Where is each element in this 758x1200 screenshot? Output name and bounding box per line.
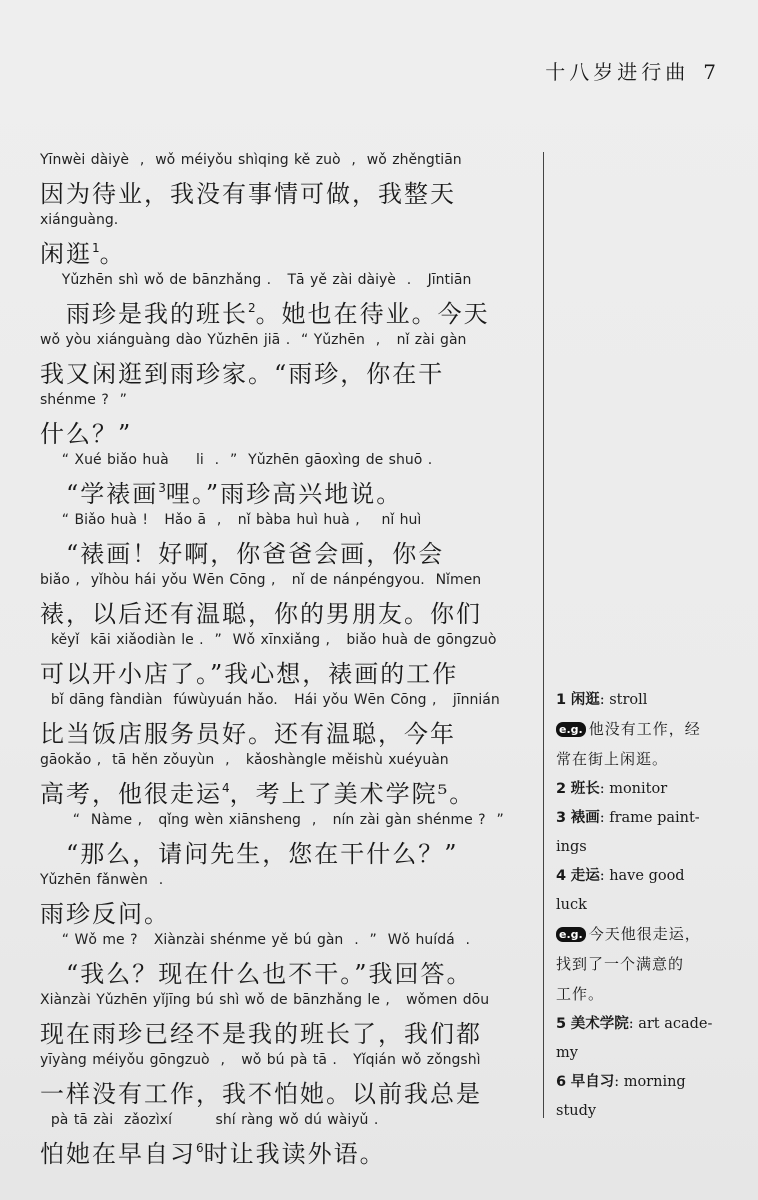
text-line bbox=[40, 572, 530, 632]
note-gloss: : art acade- bbox=[628, 1016, 713, 1032]
note-gloss: : monitor bbox=[599, 781, 668, 797]
hanzi-text: ，考上了美术学院⁵。 bbox=[229, 780, 476, 808]
note-text: 今天他很走运， bbox=[588, 925, 701, 943]
note-term: 闲逛 bbox=[570, 692, 600, 708]
text-line bbox=[40, 692, 530, 752]
note-line bbox=[556, 1068, 732, 1097]
hanzi-line bbox=[40, 594, 530, 629]
note-term: 早自习 bbox=[570, 1074, 615, 1090]
footnote-marker: 3 bbox=[158, 481, 166, 495]
note-line bbox=[556, 715, 732, 745]
pinyin-line: bǐ dāng fàndiàn fúwùyuán hǎo. Hái yǒu Wēn Cōng , jīnnián bbox=[40, 692, 500, 708]
text-line bbox=[40, 392, 530, 452]
hanzi-line bbox=[40, 894, 530, 929]
hanzi-text: “裱画！好啊，你爸爸会画，你会 bbox=[40, 540, 445, 568]
text-line bbox=[40, 332, 530, 392]
hanzi-text: 雨珍是我的班长 bbox=[40, 300, 248, 328]
note-term: 走运 bbox=[570, 868, 600, 884]
hanzi-text: 什么？” bbox=[40, 420, 133, 448]
note-line bbox=[556, 920, 732, 950]
pinyin-line: yīyàng méiyǒu gōngzuò , wǒ bú pà tā . Yǐqián wǒ zǒngshì bbox=[40, 1052, 481, 1068]
hanzi-text: 。 bbox=[99, 240, 126, 268]
hanzi-line bbox=[40, 1074, 530, 1109]
pinyin-line: Yǔzhēn shì wǒ de bānzhǎng . Tā yě zài dàiyè . Jīntiān bbox=[40, 272, 472, 288]
note-gloss: : stroll bbox=[599, 692, 648, 708]
note-line bbox=[556, 980, 732, 1010]
pinyin-line: “ Xué biǎo huà li . ” Yǔzhēn gāoxìng de shuō . bbox=[40, 452, 433, 468]
text-line bbox=[40, 272, 530, 332]
hanzi-line bbox=[40, 954, 530, 989]
footnote-marker: 2 bbox=[248, 301, 256, 315]
note-text: 他没有工作，经 bbox=[588, 720, 701, 738]
note-line bbox=[556, 833, 732, 862]
text-line bbox=[40, 1112, 530, 1172]
pinyin-line: xiánguàng. bbox=[40, 212, 119, 228]
text-line bbox=[40, 932, 530, 992]
hanzi-text: 因为待业，我没有事情可做，我整天 bbox=[40, 180, 456, 208]
hanzi-text: 怕她在早自习 bbox=[40, 1140, 196, 1168]
text-line bbox=[40, 872, 530, 932]
chapter-title: 十八岁进行曲 bbox=[545, 60, 690, 84]
pinyin-line: Yǔzhēn fǎnwèn . bbox=[40, 872, 164, 888]
hanzi-text: 裱，以后还有温聪，你的男朋友。你们 bbox=[40, 600, 482, 628]
hanzi-text: 闲逛 bbox=[40, 240, 92, 268]
hanzi-line bbox=[40, 714, 530, 749]
note-line bbox=[556, 1039, 732, 1068]
note-number: 1 bbox=[556, 692, 567, 708]
text-line bbox=[40, 512, 530, 572]
pinyin-line: Yīnwèi dàiyè , wǒ méiyǒu shìqing kě zuò , wǒ zhěngtiān bbox=[40, 152, 462, 168]
hanzi-line bbox=[40, 774, 530, 809]
hanzi-text: 时让我读外语。 bbox=[203, 1140, 386, 1168]
hanzi-text: 一样没有工作，我不怕她。以前我总是 bbox=[40, 1080, 482, 1108]
example-badge-icon: e.g. bbox=[556, 722, 586, 737]
hanzi-text: 哩。”雨珍高兴地说。 bbox=[165, 480, 403, 508]
text-line bbox=[40, 212, 530, 272]
text-line bbox=[40, 632, 530, 692]
note-term: 美术学院 bbox=[570, 1016, 629, 1032]
pinyin-line: “ Biǎo huà ! Hǎo ā , nǐ bàba huì huà , nǐ huì bbox=[40, 512, 422, 528]
note-gloss: : frame paint- bbox=[599, 810, 700, 826]
vocabulary-notes bbox=[556, 686, 732, 1126]
hanzi-text: 高考，他很走运 bbox=[40, 780, 222, 808]
note-line bbox=[556, 950, 732, 980]
running-head bbox=[545, 56, 716, 85]
note-line bbox=[556, 1097, 732, 1126]
hanzi-line bbox=[40, 474, 530, 509]
note-text: 工作。 bbox=[556, 985, 605, 1003]
pinyin-line: “ Wǒ me ? Xiànzài shénme yě bú gàn . ” Wǒ huídá . bbox=[40, 932, 471, 948]
text-line bbox=[40, 452, 530, 512]
hanzi-text: 可以开小店了。”我心想，裱画的工作 bbox=[40, 660, 459, 688]
column-divider bbox=[543, 152, 544, 1118]
note-text: 找到了一个满意的 bbox=[556, 955, 685, 973]
main-text bbox=[40, 152, 530, 1172]
hanzi-text: 我又闲逛到雨珍家。“雨珍，你在干 bbox=[40, 360, 445, 388]
note-text: study bbox=[556, 1103, 597, 1119]
hanzi-line bbox=[40, 654, 530, 689]
text-line bbox=[40, 1052, 530, 1112]
note-gloss: : morning bbox=[614, 1074, 686, 1090]
note-gloss: : have good bbox=[599, 868, 685, 884]
pinyin-line: Xiànzài Yǔzhēn yǐjīng bú shì wǒ de bānzhǎng le , wǒmen dōu bbox=[40, 992, 490, 1008]
note-text: 常在街上闲逛。 bbox=[556, 750, 669, 768]
footnote-marker: 1 bbox=[92, 241, 100, 255]
page-number: 7 bbox=[703, 60, 716, 84]
note-text: ings bbox=[556, 839, 587, 855]
hanzi-line bbox=[40, 414, 530, 449]
hanzi-line bbox=[40, 294, 530, 329]
note-number: 5 bbox=[556, 1016, 567, 1032]
note-text: luck bbox=[556, 897, 587, 913]
text-line bbox=[40, 992, 530, 1052]
text-line bbox=[40, 752, 530, 812]
note-number: 4 bbox=[556, 868, 567, 884]
hanzi-text: “学裱画 bbox=[40, 480, 159, 508]
note-line bbox=[556, 1010, 732, 1039]
pinyin-line: kěyǐ kāi xiǎodiàn le . ” Wǒ xīnxiǎng , biǎo huà de gōngzuò bbox=[40, 632, 497, 648]
pinyin-line: biǎo , yǐhòu hái yǒu Wēn Cōng , nǐ de nánpéngyou. Nǐmen bbox=[40, 572, 482, 588]
note-term: 班长 bbox=[570, 781, 600, 797]
hanzi-text: 。她也在待业。今天 bbox=[255, 300, 490, 328]
hanzi-text: “我么？现在什么也不干。”我回答。 bbox=[40, 960, 473, 988]
note-text: my bbox=[556, 1045, 578, 1061]
pinyin-line: wǒ yòu xiánguàng dào Yǔzhēn jiā . “ Yǔzhēn , nǐ zài gàn bbox=[40, 332, 467, 348]
hanzi-text: 比当饭店服务员好。还有温聪，今年 bbox=[40, 720, 456, 748]
note-number: 2 bbox=[556, 781, 567, 797]
hanzi-text: 现在雨珍已经不是我的班长了，我们都 bbox=[40, 1020, 482, 1048]
pinyin-line: gāokǎo , tā hěn zǒuyùn , kǎoshàngle měishù xuéyuàn bbox=[40, 752, 449, 768]
note-line bbox=[556, 862, 732, 891]
footnote-marker: 4 bbox=[222, 781, 230, 795]
hanzi-text: “那么，请问先生，您在干什么？” bbox=[40, 840, 459, 868]
hanzi-text: 雨珍反问。 bbox=[40, 900, 170, 928]
hanzi-line bbox=[40, 354, 530, 389]
note-line bbox=[556, 745, 732, 775]
note-line bbox=[556, 891, 732, 920]
note-line bbox=[556, 686, 732, 715]
hanzi-line bbox=[40, 234, 530, 269]
hanzi-line bbox=[40, 534, 530, 569]
pinyin-line: “ Nàme , qǐng wèn xiānsheng , nín zài gàn shénme ? ” bbox=[40, 812, 504, 828]
example-badge-icon: e.g. bbox=[556, 927, 586, 942]
hanzi-line bbox=[40, 834, 530, 869]
text-line bbox=[40, 812, 530, 872]
hanzi-line bbox=[40, 174, 530, 209]
pinyin-line: pà tā zài zǎozìxí shí ràng wǒ dú wàiyǔ . bbox=[40, 1112, 379, 1128]
note-number: 3 bbox=[556, 810, 567, 826]
hanzi-line bbox=[40, 1014, 530, 1049]
note-number: 6 bbox=[556, 1074, 567, 1090]
note-line bbox=[556, 775, 732, 804]
text-line bbox=[40, 152, 530, 212]
pinyin-line: shénme ? ” bbox=[40, 392, 127, 408]
note-term: 裱画 bbox=[570, 810, 600, 826]
footnote-marker: 6 bbox=[196, 1141, 204, 1155]
note-line bbox=[556, 804, 732, 833]
hanzi-line bbox=[40, 1134, 530, 1169]
